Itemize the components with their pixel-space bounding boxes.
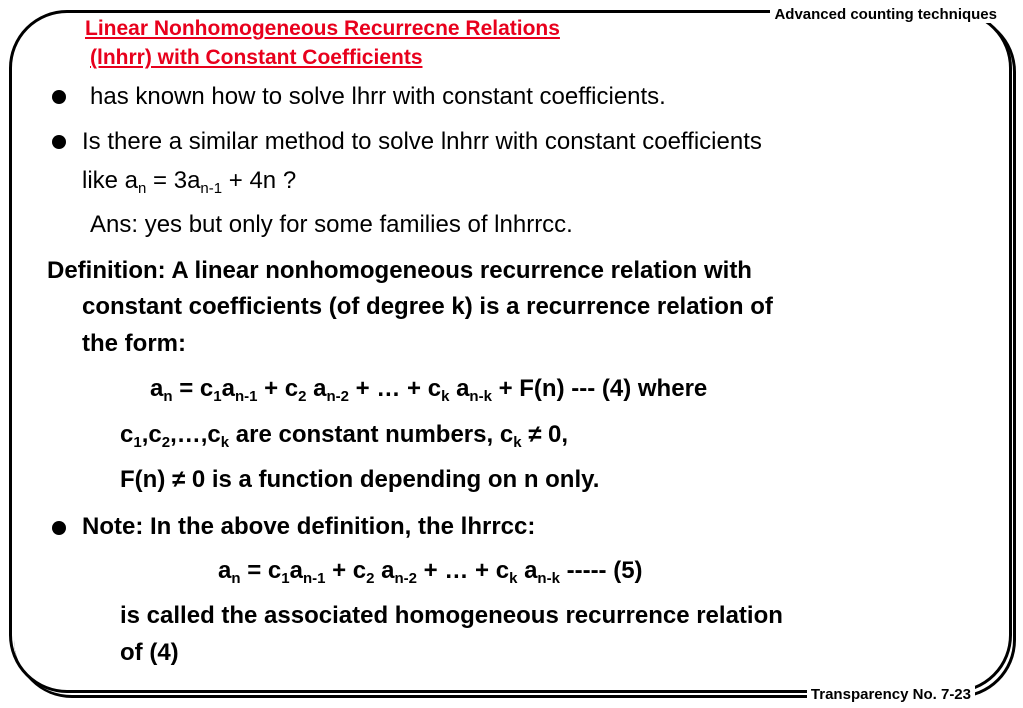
transparency-number: Transparency No. 7-23 xyxy=(807,686,975,703)
title-line-1: Linear Nonhomogeneous Recurrecne Relations xyxy=(85,17,560,40)
section-label: Advanced counting techniques xyxy=(770,6,1001,23)
slide-title xyxy=(85,14,560,72)
bullet-similar-method: Is there a similar method to solve lnhrr with constant coefficients xyxy=(82,128,762,155)
bullet-known-method: has known how to solve lhrr with constant coefficients. xyxy=(90,83,666,110)
bullet-dot xyxy=(52,135,66,149)
definition-line-1: Definition: A linear nonhomogeneous recurrence relation with xyxy=(47,257,752,284)
title-line-2: (lnhrr) with Constant Coefficients xyxy=(90,46,423,69)
answer-text: Ans: yes but only for some families of lnhrrcc. xyxy=(90,211,573,238)
note-line: Note: In the above definition, the lhrrcc: xyxy=(82,513,536,540)
associated-line-2: of (4) xyxy=(120,639,179,666)
bullet-dot xyxy=(52,521,66,535)
definition-line-3: the form: xyxy=(82,330,186,357)
bullet-dot xyxy=(52,90,66,104)
equation-4: $a_n = c_1a_{n-1} + c_2$ $a_{n-2}$ + … + $c_k$ $a_{n-k} + F(n)$ --- (4) where xyxy=(150,375,708,405)
definition-line-2: constant coefficients (of degree k) is a recurrence relation of xyxy=(82,293,773,320)
bullet-example-equation: like $a_n = 3a_{n-1} + 4n$ ? xyxy=(82,167,297,197)
condition-function: F(n) ≠ 0 is a function depending on n only. xyxy=(120,466,600,493)
condition-constants: $c_1,c_2,\dots,c_k$ are constant numbers, $c_k \ne 0$, xyxy=(120,421,569,451)
equation-5: $a_n = c_1a_{n-1} + c_2$ $a_{n-2}$ + … + $c_k$ $a_{n-k}$ ----- (5) xyxy=(218,557,643,587)
associated-line-1: is called the associated homogeneous recurrence relation xyxy=(120,602,783,629)
